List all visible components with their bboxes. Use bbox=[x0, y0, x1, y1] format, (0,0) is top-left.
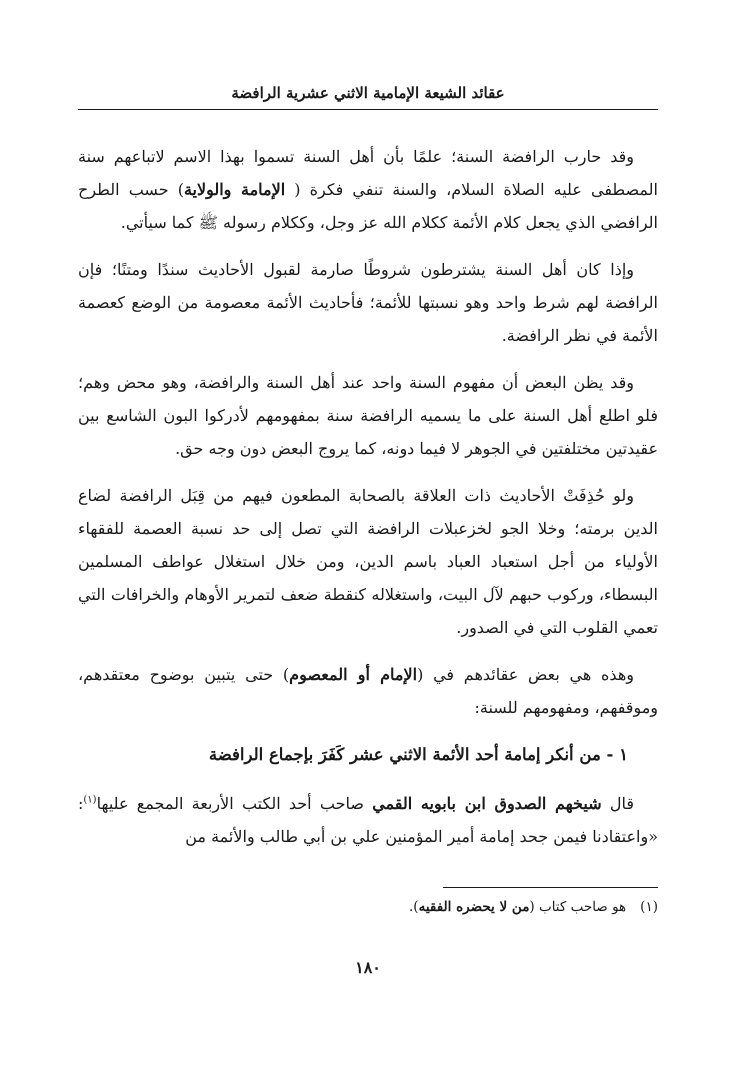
paragraph-1-text-c: ) حسب الطرح الرافضي الذي يجعل كلام الأئمة ككلام الله عز وجل، وككلام رسوله ﷺ كما سيأتي. bbox=[78, 180, 658, 232]
footnote-text-c: ). bbox=[409, 899, 419, 915]
paragraph-2: وإذا كان أهل السنة يشترطون شروطًا صارمة لقبول الأحاديث سندًا ومتنًا؛ فإن الرافضة لهم شرط واحد وهو نسبتها للأئمة؛ فأحاديث الأئمة معصومة من الوضع كعصمة الأئمة في نظر الرافضة. bbox=[78, 260, 658, 345]
paragraph-1-text-a: وقد حارب الرافضة السنة؛ علمًا بأن أهل السنة تسموا بهذا الاسم لاتباعهم سنة المصطفى عليه الصلاة السلام، والسنة تنفي فكرة ( bbox=[78, 147, 659, 199]
paragraph-5-text-a: وهذه هي بعض عقائدهم في ( bbox=[417, 665, 634, 684]
running-header: عقائد الشيعة الإمامية الاثني عشرية الرافضة bbox=[231, 84, 505, 102]
paragraph-6-text-a: قال bbox=[601, 794, 635, 813]
footnote-number: (١) bbox=[640, 899, 658, 915]
paragraph-5 bbox=[78, 658, 658, 724]
paragraph-6-bold-name: شيخهم الصدوق ابن بابويه القمي bbox=[372, 794, 602, 813]
footnote bbox=[78, 896, 658, 918]
section-heading: ١ - من أنكر إمامة أحد الأئمة الاثني عشر كَفَرَ بإجماع الرافضة bbox=[208, 745, 628, 764]
footnote-book-title: من لا يحضره الفقيه bbox=[418, 899, 530, 915]
header-divider bbox=[78, 109, 658, 110]
page-number: ١٨٠ bbox=[355, 958, 381, 977]
body-text bbox=[78, 140, 658, 867]
paragraph-5-text-c: ) حتى يتبين بوضوح معتقدهم، وموقفهم، ومفهومهم للسنة: bbox=[78, 665, 658, 717]
footnote-divider bbox=[443, 887, 658, 888]
paragraph-4: ولو حُذِفَتْ الأحاديث ذات العلاقة بالصحابة المطعون فيهم من قِبَل الرافضة لضاع الدين برمته؛ وخلا الجو لخزعبلات الرافضة التي تصل إلى حد نسبة العصمة للفقهاء الأولياء من أجل استعباد العباد باسم الدين، ومن خلال استغلال عواطف المسلمين البسطاء، وركوب حبهم لآل البيت، واستغلاله كنقطة ضعف لتمرير الأوهام والخرافات التي تعمي القلوب التي في الصدور. bbox=[78, 486, 658, 637]
paragraph-1-bold-term: الإمامة والولاية bbox=[183, 180, 286, 199]
paragraph-5-bold-term: الإمام أو المعصوم bbox=[289, 665, 418, 684]
footnote-reference[interactable]: (١) bbox=[83, 794, 97, 806]
paragraph-6-text-c: صاحب أحد الكتب الأربعة المجمع عليها bbox=[96, 794, 373, 813]
paragraph-1 bbox=[78, 140, 658, 239]
paragraph-6 bbox=[78, 787, 658, 853]
paragraph-3: وقد يظن البعض أن مفهوم السنة واحد عند أهل السنة والرافضة، وهو محض وهم؛ فلو اطلع أهل السنة على ما يسميه الرافضة سنة بمفهومهم لأدركوا البون الشاسع بين عقيدتين مختلفتين في الجوهر لا فيما دونه، كما يروج البعض دون وجه حق. bbox=[78, 373, 659, 458]
paragraph-6-text-d: : «واعتقادنا فيمن جحد إمامة أمير المؤمنين علي بن أبي طالب والأئمة من bbox=[78, 794, 658, 846]
footnote-text-a: هو صاحب كتاب ( bbox=[529, 899, 627, 915]
